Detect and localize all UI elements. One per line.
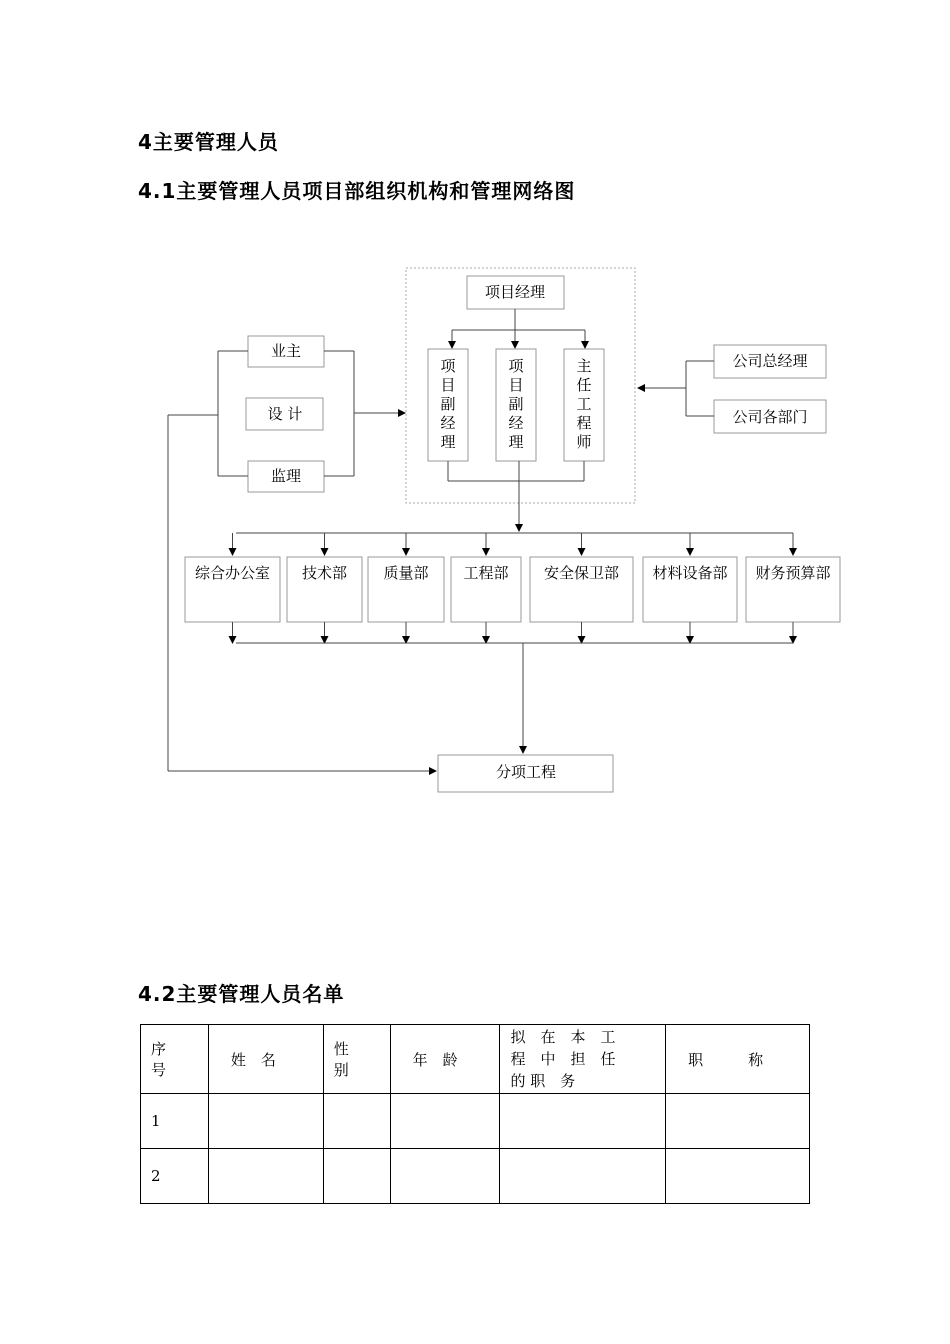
company-gm-label: 公司总经理 [732,352,808,370]
deputy-3-char: 工 [576,395,592,413]
table-cell [666,1094,810,1149]
supervision-label: 监理 [270,467,302,485]
deputy-1-char: 理 [440,433,456,451]
department-label: 综合办公室 [194,564,271,582]
table-header-row [141,1025,810,1094]
table-header-cell: 年 龄 [390,1025,500,1094]
deputy-2-char: 经 [508,414,524,432]
table-cell [666,1149,810,1204]
table-cell [500,1149,666,1204]
company-departments-label: 公司各部门 [732,408,808,426]
design-label: 设 计 [267,405,303,423]
table-header-cell: 序 号 [141,1025,209,1094]
department-label: 材料设备部 [652,564,728,582]
deputy-3-char: 程 [576,414,592,432]
owner-label: 业主 [270,342,302,360]
table-header-cell: 职 称 [666,1025,810,1094]
section-heading-4: 4主要管理人员 [138,130,279,154]
staff-table [140,1024,810,1204]
deputy-2-char: 理 [508,433,524,451]
table-cell [390,1149,500,1204]
section-heading-4-2: 4.2主要管理人员名单 [138,982,345,1006]
deputy-3-char: 师 [576,433,592,451]
table-header-cell: 姓 名 [208,1025,323,1094]
deputy-2-char: 副 [508,395,524,413]
department-label: 工程部 [463,564,509,582]
table-header-cell: 拟 在 本 工 程 中 担 任 的 职 务 [500,1025,666,1094]
department-label: 安全保卫部 [543,564,620,582]
section-heading-4-1: 4.1主要管理人员项目部组织机构和管理网络图 [138,179,576,203]
table-row [141,1149,810,1204]
table-cell [323,1149,390,1204]
table-row [141,1094,810,1149]
table-cell [390,1094,500,1149]
sub-project-label: 分项工程 [495,763,557,781]
department-label: 财务预算部 [755,564,831,582]
deputy-1-char: 副 [440,395,456,413]
table-cell [208,1149,323,1204]
table-cell: 1 [141,1094,209,1149]
department-label: 质量部 [383,564,429,582]
deputy-1-char: 经 [440,414,456,432]
deputy-3-char: 任 [576,376,592,394]
deputy-2-char: 目 [508,376,524,394]
department-label: 技术部 [301,564,348,582]
deputy-3-char: 主 [576,357,592,375]
deputy-1-char: 项 [440,357,456,375]
project-manager-label: 项目经理 [484,283,546,301]
department-row [185,533,840,644]
table-cell [323,1094,390,1149]
table-header-cell: 性 别 [323,1025,390,1094]
table-cell [208,1094,323,1149]
table-cell [500,1094,666,1149]
deputy-2-char: 项 [508,357,524,375]
table-cell: 2 [141,1149,209,1204]
deputy-1-char: 目 [440,376,456,394]
